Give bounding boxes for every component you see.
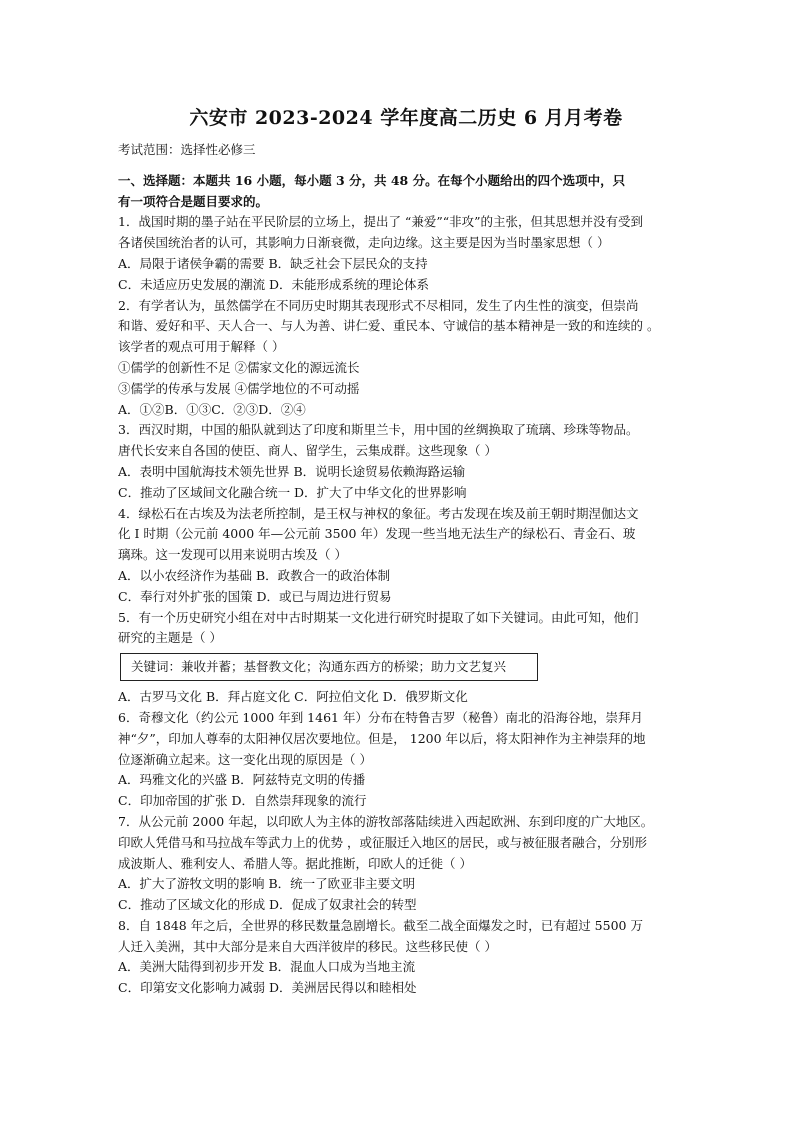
- question-7-stem-line: 印欧人凭借马和马拉战车等武力上的优势 ，或征服迁入地区的居民，或与被征服者融合，分别形: [118, 834, 647, 850]
- question-3-options: A．表明中国航海技术领先世界 B．说明长途贸易依赖海路运输: [118, 463, 466, 479]
- question-6-stem-line: 位逐渐确立起来。这一变化出现的原因是（ ）: [118, 751, 372, 767]
- question-4-options: C．奉行对外扩张的国策 D．或已与周边进行贸易: [118, 588, 392, 604]
- question-6: [118, 708, 694, 812]
- question-1-options: C．未适应历史发展的潮流 D．未能形成系统的理论体系: [118, 276, 430, 292]
- question-6-options: C．印加帝国的扩张 D．自然崇拜现象的流行: [118, 793, 367, 809]
- question-1-stem-line: 1．战国时期的墨子站在平民阶层的立场上，提出了 “兼爱”“非攻”的主张，但其思想并没有受到: [118, 214, 643, 230]
- question-2-options: A．①②B．①③C．②③D．②④: [118, 401, 306, 417]
- question-6-options: A．玛雅文化的兴盛 B．阿兹特克文明的传播: [118, 772, 366, 788]
- question-4-options: A．以小农经济作为基础 B．政教合一的政治体制: [118, 567, 391, 583]
- question-7-stem-line: 7．从公元前 2000 年起，以印欧人为主体的游牧部落陆续进入西起欧洲、东到印度的广大地区。: [118, 813, 654, 829]
- question-3: [118, 420, 694, 503]
- section-heading-line-2: 有一项符合是题目要求的。: [118, 193, 269, 209]
- question-5-options: A．古罗马文化 B．拜占庭文化 C．阿拉伯文化 D．俄罗斯文化: [118, 689, 468, 705]
- question-2-stem-line: 和谐、爱好和平、天人合一、与人为善、讲仁爱、重民本、守诚信的基本精神是一致的和连续的 。: [118, 318, 660, 334]
- question-6-stem-line: 神“夕”，印加人尊奉的太阳神仅居次要地位。但是， 1200 年以后，将太阳神作为主神崇拜的地: [118, 730, 646, 746]
- question-8-options: C．印第安文化影响力减弱 D．美洲居民得以和睦相处: [118, 980, 417, 996]
- question-5-keywords-box: 关键词：兼收并蓄；基督教文化；沟通东西方的桥梁；助力文艺复兴: [120, 653, 538, 681]
- question-2-stem-line: 该学者的观点可用于解释（ ）: [118, 339, 285, 355]
- question-5-stem-line: 5．有一个历史研究小组在对中古时期某一文化进行研究时提取了如下关键词。由此可知，他们: [118, 609, 639, 625]
- question-4-stem-line: 璃珠。这一发现可以用来说明古埃及（ ）: [118, 547, 347, 563]
- question-8: [118, 916, 694, 999]
- question-4-stem-line: 化 I 时期（公元前 4000 年—公元前 3500 年）发现一些当地无法生产的绿松石、青金石、玻: [118, 526, 636, 542]
- question-8-options: A．美洲大陆得到初步开发 B．混血人口成为当地主流: [118, 959, 416, 975]
- question-2-statements: ③儒学的传承与发展 ④儒学地位的不可动摇: [118, 380, 360, 396]
- question-2-stem-line: 2．有学者认为，虽然儒学在不同历史时期其表现形式不尽相同，发生了内生性的演变，但崇尚: [118, 297, 639, 313]
- question-8-stem-line: 人迁入美洲，其中大部分是来自大西洋彼岸的移民。这些移民使（ ）: [118, 938, 497, 954]
- question-7-stem-line: 成波斯人、雅利安人、希腊人等。据此推断，印欧人的迁徙（ ）: [118, 855, 472, 871]
- question-3-stem-line: 3．西汉时期，中国的船队就到达了印度和斯里兰卡，用中国的丝绸换取了琉璃、珍珠等物品。: [118, 422, 639, 438]
- question-8-stem-line: 8．自 1848 年之后，全世界的移民数量急剧增长。截至二战全面爆发之时，已有超过 5500 万: [118, 917, 643, 933]
- question-4-stem-line: 4．绿松石在古埃及为法老所控制，是王权与神权的象征。考古发现在埃及前王朝时期涅伽达文: [118, 505, 639, 521]
- exam-scope: 考试范围：选择性必修三: [118, 142, 256, 157]
- question-7-options: A．扩大了游牧文明的影响 B．统一了欧亚非主要文明: [118, 876, 416, 892]
- question-6-stem-line: 6．奇穆文化（约公元 1000 年到 1461 年）分布在特鲁吉罗（秘鲁）南北的沿海谷地，崇拜月: [118, 709, 643, 725]
- question-7: [118, 812, 694, 916]
- question-3-options: C．推动了区域间文化融合统一 D．扩大了中华文化的世界影响: [118, 484, 467, 500]
- question-3-stem-line: 唐代长安来自各国的使臣、商人、留学生，云集成群。这些现象（ ）: [118, 443, 497, 459]
- question-1: [118, 212, 694, 295]
- question-1-options: A．局限于诸侯争霸的需要 B．缺乏社会下层民众的支持: [118, 255, 428, 271]
- question-7-options: C．推动了区域文化的形成 D．促成了奴隶社会的转型: [118, 897, 417, 913]
- question-1-stem-line: 各诸侯国统治者的认可，其影响力日渐衰微，走向边缘。这主要是因为当时墨家思想（ ）: [118, 235, 610, 251]
- question-5: [118, 608, 694, 708]
- question-2-statements: ①儒学的创新性不足 ②儒家文化的源远流长: [118, 359, 360, 375]
- section-heading-line-1: 一、选择题：本题共 16 小题，每小题 3 分，共 48 分。在每个小题给出的四个选项中，只: [118, 172, 626, 188]
- question-5-stem-line: 研究的主题是（ ）: [118, 630, 222, 646]
- question-2: [118, 296, 694, 421]
- exam-title: 六安市 2023-2024 学年度高二历史 6 月月考卷: [189, 107, 623, 129]
- question-4: [118, 504, 694, 608]
